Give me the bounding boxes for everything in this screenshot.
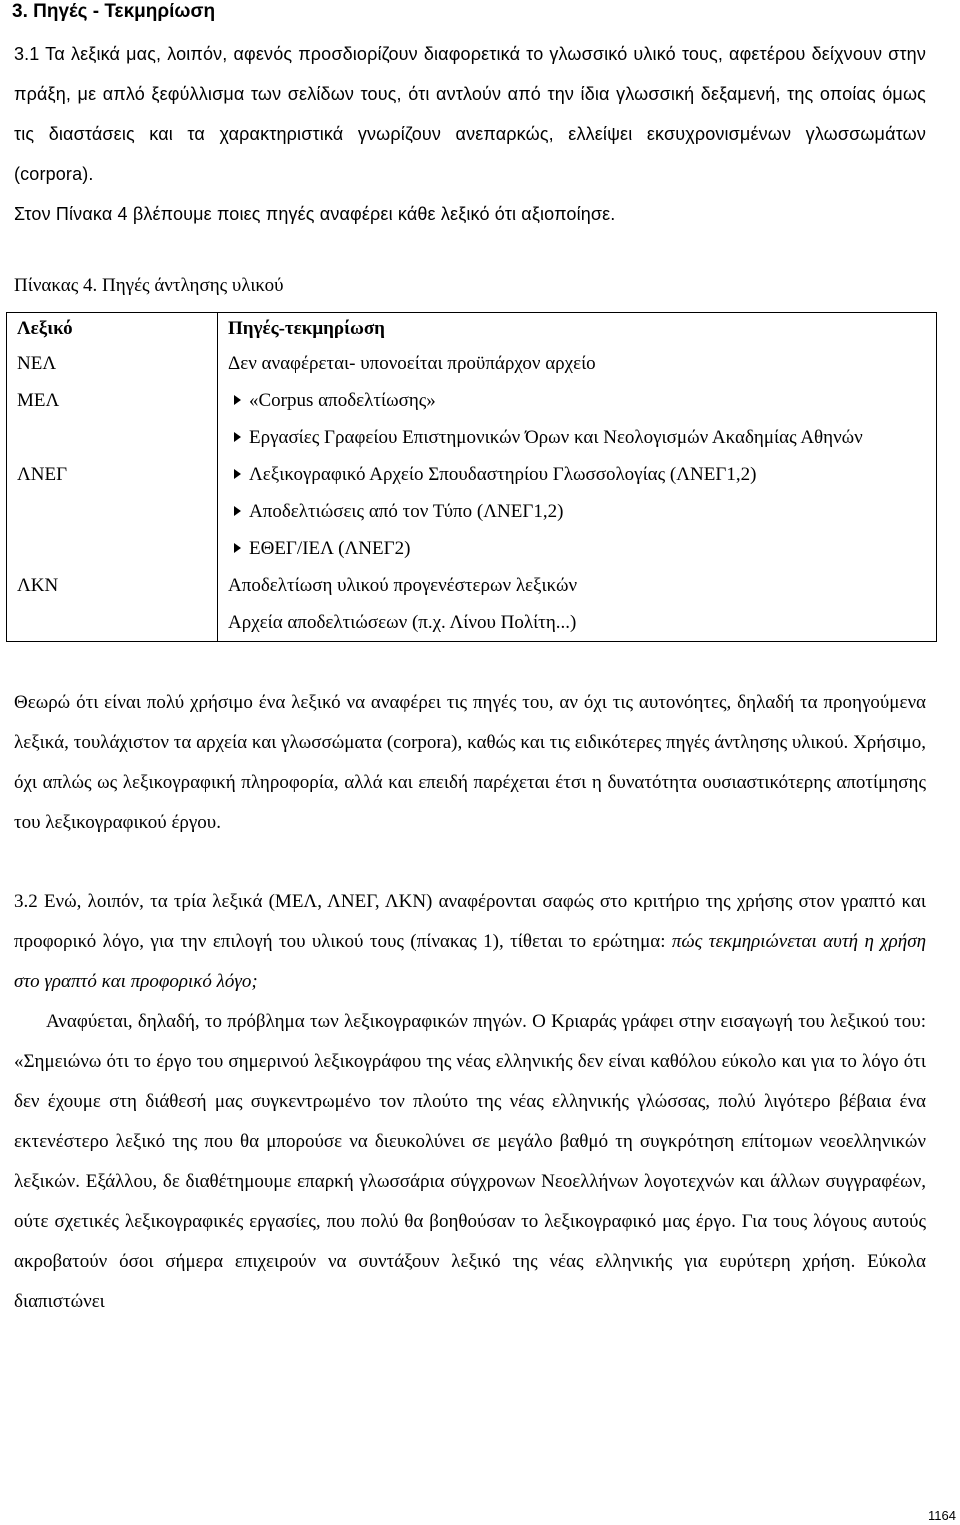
source-item [228, 419, 926, 456]
right-triangle-bullet-icon [234, 543, 241, 553]
source-text: ΕΘΕΓ/ΙΕΛ (ΛΝΕΓ2) [249, 538, 411, 559]
table-row [7, 345, 937, 382]
source-text: Αποδελτίωση υλικού προγενέστερων λεξικών [228, 575, 578, 596]
source-item [228, 382, 926, 419]
source-item [228, 493, 926, 530]
section-heading: 3. Πηγές - Τεκμηρίωση [12, 1, 216, 22]
paragraph-3-1: 3.1 Τα λεξικά μας, λοιπόν, αφενός προσδιορίζουν διαφορετικά το γλωσσικό υλικό τους, αφετέρου δείχνουν στην πράξη, με απλό ξεφύλλισμα των σελίδων τους, ότι αντλούν από την ίδια γλωσσική δεξαμενή, της οποίας όμως τις διαστάσεις και τα χαρακτηριστικά γνωρίζουν ανεπαρκώς, ελλείψει εκσυχρονισμένων γλωσσωμάτων (corpora). [14, 44, 926, 184]
right-triangle-bullet-icon [234, 506, 241, 516]
paragraph-3-2 [14, 882, 926, 1002]
right-triangle-bullet-icon [234, 432, 241, 442]
source-text: Αρχεία αποδελτιώσεων (π.χ. Λίνου Πολίτη...) [228, 612, 577, 633]
sources-cell [218, 456, 937, 567]
table-header-row [7, 313, 937, 346]
sources-cell [218, 345, 937, 382]
lexicon-cell [7, 345, 218, 382]
sources-cell [218, 382, 937, 456]
sources-cell [218, 567, 937, 642]
lexicon-cell [7, 567, 218, 642]
source-text: Λεξικογραφικό Αρχείο Σπουδαστηρίου Γλωσσολογίας (ΛΝΕΓ1,2) [249, 464, 757, 485]
table-row [7, 382, 937, 456]
lexicon-name: ΛΚΝ [17, 575, 59, 596]
source-text: Εργασίες Γραφείου Επιστημονικών Όρων και Νεολογισμών Ακαδημίας Αθηνών [249, 427, 863, 448]
source-text: «Corpus αποδελτίωσης» [249, 390, 436, 411]
right-triangle-bullet-icon [234, 395, 241, 405]
source-item [228, 456, 926, 493]
source-item [228, 567, 926, 604]
lexicon-name: ΜΕΛ [17, 390, 60, 411]
header-sources: Πηγές-τεκμηρίωση [218, 313, 937, 346]
source-text: Δεν αναφέρεται- υπονοείται προϋπάρχον αρχείο [228, 353, 596, 374]
sources-table [6, 312, 937, 642]
table-row [7, 456, 937, 567]
lexicon-cell [7, 382, 218, 456]
research-question: πώς τεκμηριώνεται αυτή η χρήση στο γραπτό και προφορικό λόγο; [14, 931, 926, 992]
page-number: 1164 [928, 1508, 956, 1523]
lexicon-name: ΛΝΕΓ [17, 464, 68, 485]
source-item [228, 345, 926, 382]
source-item [228, 530, 926, 567]
lexicon-name: ΝΕΛ [17, 353, 57, 374]
right-triangle-bullet-icon [234, 469, 241, 479]
paragraph-opinion: Θεωρώ ότι είναι πολύ χρήσιμο ένα λεξικό να αναφέρει τις πηγές του, αν όχι τις αυτονόητες, δηλαδή τα προηγούμενα λεξικά, τουλάχιστον τα αρχεία και γλωσσώματα (corpora), καθώς και τις ειδικότερες πηγές άντλησης υλικού. Χρήσιμο, όχι απλώς ως λεξικογραφική πληροφορία, αλλά και επειδή παρέχεται έτσι η δυνατότητα ουσιαστικότερης αποτίμησης του λεξικογραφικού έργου. [14, 692, 926, 833]
table-row [7, 567, 937, 642]
header-lexicon: Λεξικό [7, 313, 218, 346]
source-item [228, 604, 926, 641]
table-caption: Πίνακας 4. Πηγές άντλησης υλικού [14, 275, 284, 296]
table-reference-sentence: Στον Πίνακα 4 βλέπουμε ποιες πηγές αναφέρει κάθε λεξικό ότι αξιοποίησε. [14, 204, 616, 224]
lexicon-cell [7, 456, 218, 567]
paragraph-kriaras: Αναφύεται, δηλαδή, το πρόβλημα των λεξικογραφικών πηγών. Ο Κριαράς γράφει στην εισαγωγή του λεξικού του: «Σημειώνω ότι το έργο του σημερινού λεξικογράφου της νέας ελληνικής δεν είναι καθόλου εύκολο και για το λόγο ότι δεν έχουμε στη διάθεσή μας συγκεντρωμένο τον πλούτο της νέας ελληνικής γλώσσας, πολύ λιγότερο βέβαια ένα εκτενέστερο λεξικό της που θα μπορούσε να διευκολύνει σε μεγάλο βαθμό τη συγκρότηση επίτομων νεοελληνικών λεξικών. Εξάλλου, δε διαθέτημουμε επαρκή γλωσσάρια σύγχρονων Νεοελλήνων λογοτεχνών και άλλων συγγραφέων, ούτε σχετικές λεξικογραφικές εργασίες, που πολύ θα βοηθούσαν το λεξικογραφικό μας έργο. Για τους λόγους αυτούς ακροβατούν όσοι σήμερα επιχειρούν να συντάξουν λεξικό της νέας ελληνικής για ευρύτερη χρήση. Εύκολα διαπιστώνει [14, 1011, 926, 1312]
paragraph-3-2-text: 3.2 Ενώ, λοιπόν, τα τρία λεξικά (ΜΕΛ, ΛΝΕΓ, ΛΚΝ) αναφέρονται σαφώς στο κριτήριο της χρήσης στον γραπτό και προφορικό λόγο, για την επιλογή του υλικού τους (πίνακας 1), τίθεται το ερώτημα: [14, 891, 926, 952]
source-text: Αποδελτιώσεις από τον Τύπο (ΛΝΕΓ1,2) [249, 501, 564, 522]
